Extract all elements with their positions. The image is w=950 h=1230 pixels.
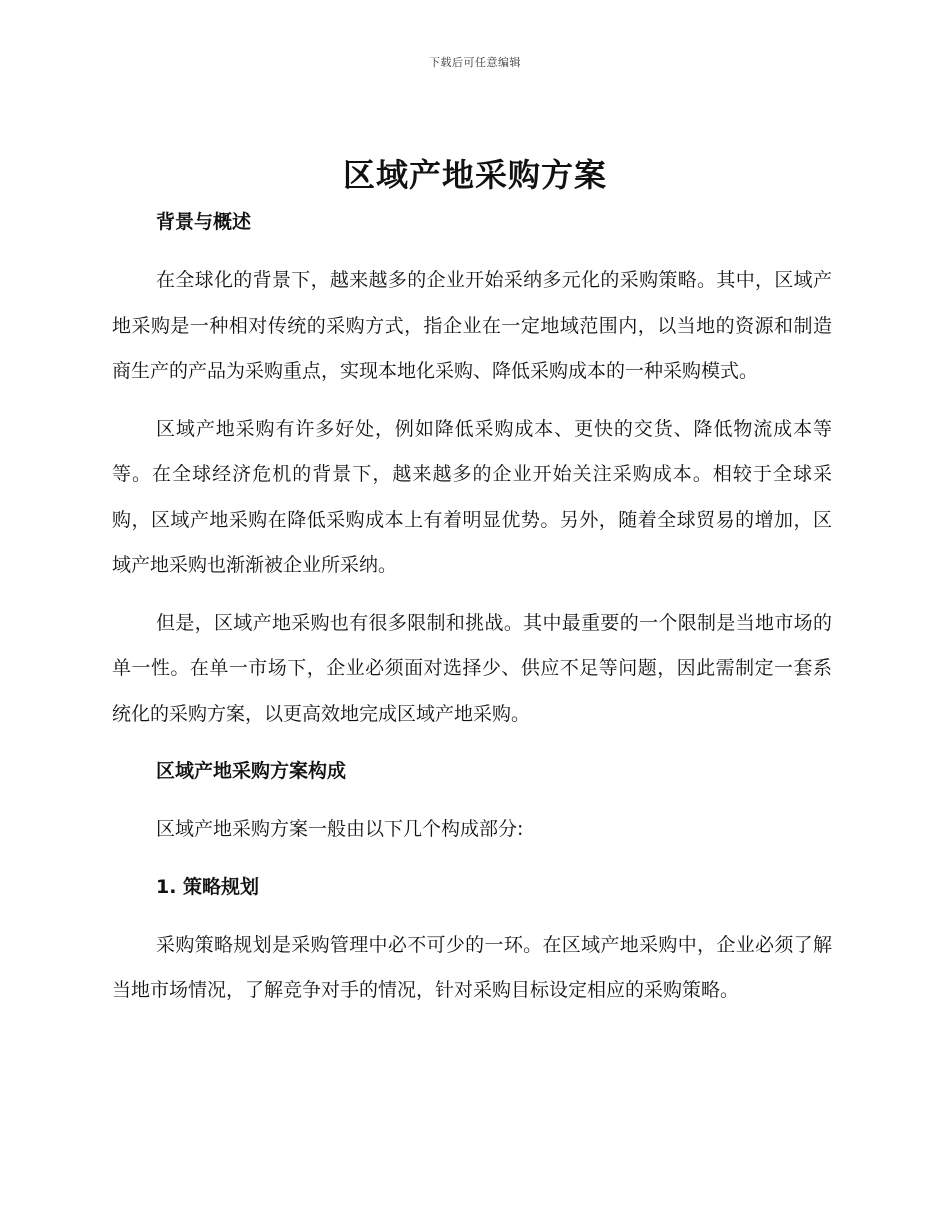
- section-heading-background: 背景与概述: [156, 211, 252, 233]
- paragraph: 区域产地采购方案一般由以下几个构成部分:: [156, 818, 524, 840]
- paragraph: 在全球化的背景下，越来越多的企业开始采纳多元化的采购策略。其中，区域产地采购是一种相对传统的采购方式，指企业在一定地域范围内，以当地的资源和制造商生产的产品为采购重点，实现本地化采购、降低采购成本的一种采购模式。: [112, 269, 832, 382]
- paragraph: 区域产地采购有许多好处，例如降低采购成本、更快的交货、降低物流成本等等。在全球经济危机的背景下，越来越多的企业开始关注采购成本。相较于全球采购，区域产地采购在降低采购成本上有着明显优势。另外，随着全球贸易的增加，区域产地采购也渐渐被企业所采纳。: [112, 417, 832, 576]
- section-heading-strategy: 1. 策略规划: [156, 875, 260, 898]
- paragraph: 采购策略规划是采购管理中必不可少的一环。在区域产地采购中，企业必须了解当地市场情况，了解竞争对手的情况，针对采购目标设定相应的采购策略。: [112, 933, 832, 1001]
- document-body: [112, 200, 832, 1014]
- header-note: 下载后可任意编辑: [429, 56, 521, 69]
- section-heading-composition: 区域产地采购方案构成: [156, 760, 347, 782]
- document-title: 区域产地采购方案: [342, 156, 607, 194]
- paragraph: 但是，区域产地采购也有很多限制和挑战。其中最重要的一个限制是当地市场的单一性。在单一市场下，企业必须面对选择少、供应不足等问题，因此需制定一套系统化的采购方案，以更高效地完成区域产地采购。: [112, 611, 832, 725]
